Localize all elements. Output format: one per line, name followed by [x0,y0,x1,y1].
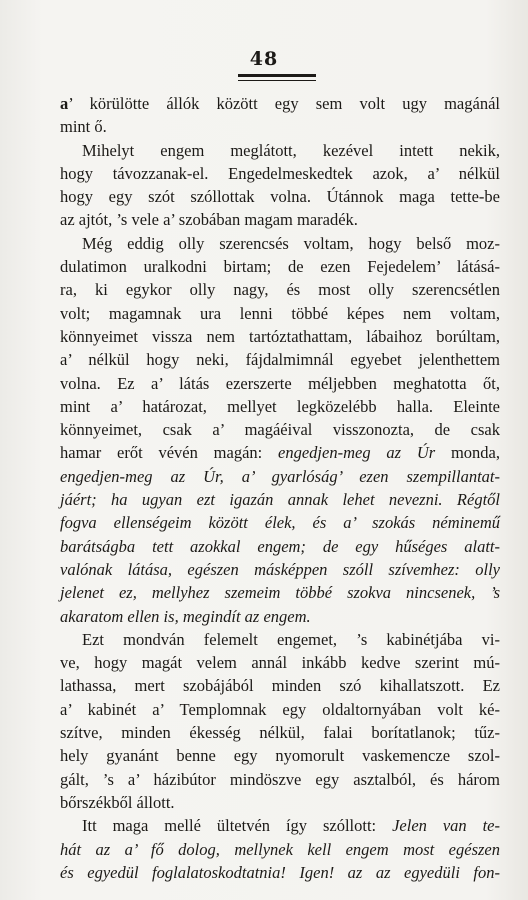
text-span: dulatimon uralkodni birtam; de ezen Fejedelem’ látásá- [60,257,500,277]
text-line [60,651,500,674]
text-line [60,791,500,814]
text-span: ve, hogy magát velem annál inkább kedve szerint mú- [60,653,500,673]
header-rule-thin [238,80,316,81]
text-line [60,162,500,185]
text-span: monda, [435,443,500,463]
text-span: szítve, minden ékesség nélkül, falai borítatlanok; tűz- [60,723,500,743]
text-span: az ajtót, ’s vele a’ szobában magam maradék. [60,210,358,230]
text-line [60,838,500,861]
text-line [60,861,500,884]
text-span: bőrszékből állott. [60,792,175,812]
text-span: könnyeimet, csak a’ magáéival visszonozta, de csak [60,420,500,440]
text-line [60,698,500,721]
text-span: valónak látása, egészen másképpen szóll szívemhez: olly [60,559,500,579]
text-span: könnyeimet vissza nem tartóztathattam, lábaihoz borúltam, [60,326,500,346]
text-span: a [60,94,69,113]
text-line [60,325,500,348]
text-line [60,232,500,255]
text-span: engedjen-meg az Úr, a’ gyarlóság’ ezen szempillantat- [60,466,500,486]
text-line [60,465,500,488]
text-span: fogva ellenségeim között élek, és a’ szokás néminemű [60,513,500,533]
text-span: mint ő. [60,117,107,137]
text-line [60,185,500,208]
text-span: jáért; ha ugyan ezt igazán annak lehet nevezni. Régtől [60,490,500,510]
body-text [60,92,500,884]
text-span: ra, ki egykor olly nagy, és most olly szerencsétlen [60,280,500,300]
page-number: 48 [249,48,279,70]
text-span: engedjen-meg az Úr [278,443,436,463]
text-line [60,372,500,395]
text-line [60,278,500,301]
text-span: ’ körülötte állók között egy sem volt ugy magánál [68,94,500,113]
text-line [60,208,500,231]
text-span: Még eddig olly szerencsés voltam, hogy belső moz- [82,233,500,253]
text-line [60,721,500,744]
text-span: hogy távozzanak-el. Engedelmeskedtek azok, a’ nélkül [60,163,500,183]
text-line [60,511,500,534]
text-line [60,674,500,697]
text-line [60,395,500,418]
text-line [60,814,500,837]
text-line [60,418,500,441]
text-span: hát az a’ fő dolog, mellynek kell engem most egészen [60,839,500,859]
text-span: hely gyanánt benne egy nyomorult vaskemencze szol- [60,746,500,766]
text-span: akaratom ellen is, megindít az engem. [60,606,311,626]
text-line [60,348,500,371]
text-line [60,115,500,138]
text-span: Ezt mondván felemelt engemet, ’s kabinétjába vi- [82,629,500,649]
text-line [60,605,500,628]
text-line [60,768,500,791]
text-span: Jelen van te- [392,816,501,836]
text-span: Mihelyt engem meglátott, kezével intett nekik, [82,140,500,160]
text-span: Itt maga mellé ültetvén így szóllott: [82,816,393,836]
text-span: barátságba tett azokkal engem; de egy hűséges alatt- [60,536,500,556]
text-line [60,441,500,464]
text-line [60,139,500,162]
text-span: gált, ’s a’ házibútor mindöszve egy asztalból, és három [60,769,500,789]
text-span: a’ kabinét a’ Templomnak egy oldaltornyában volt ké- [60,699,500,719]
header-rule-thick [238,74,316,77]
text-line [60,535,500,558]
text-span: jelenet ez, mellyhez szemeim többé szokva nincsenek, ’s [60,583,500,603]
text-span: volt; magamnak ura lenni többé képes nem voltam, [60,303,500,323]
text-line [60,488,500,511]
text-span: mint a’ határozat, mellyet legközelébb halla. Eleinte [60,396,500,416]
text-line [60,92,500,115]
text-line [60,744,500,767]
text-line [60,628,500,651]
text-span: hogy egy szót szóllottak volna. Útánnok maga tette-be [60,187,500,207]
text-span: a’ nélkül hogy neki, fájdalmimnál egyebet jelenthettem [60,350,500,370]
text-span: és egyedül foglalatoskodtatnia! Igen! az az egyedüli fon- [60,862,500,882]
text-line [60,302,500,325]
text-span: hamar erőt vévén magán: [60,443,279,463]
text-span: volna. Ez a’ látás ezerszerte méljebben meghatotta őt, [60,373,500,393]
text-line [60,255,500,278]
text-span: lathassa, mert szobájából minden szó kihallatszott. Ez [60,676,500,696]
text-line [60,558,500,581]
text-line [60,581,500,604]
